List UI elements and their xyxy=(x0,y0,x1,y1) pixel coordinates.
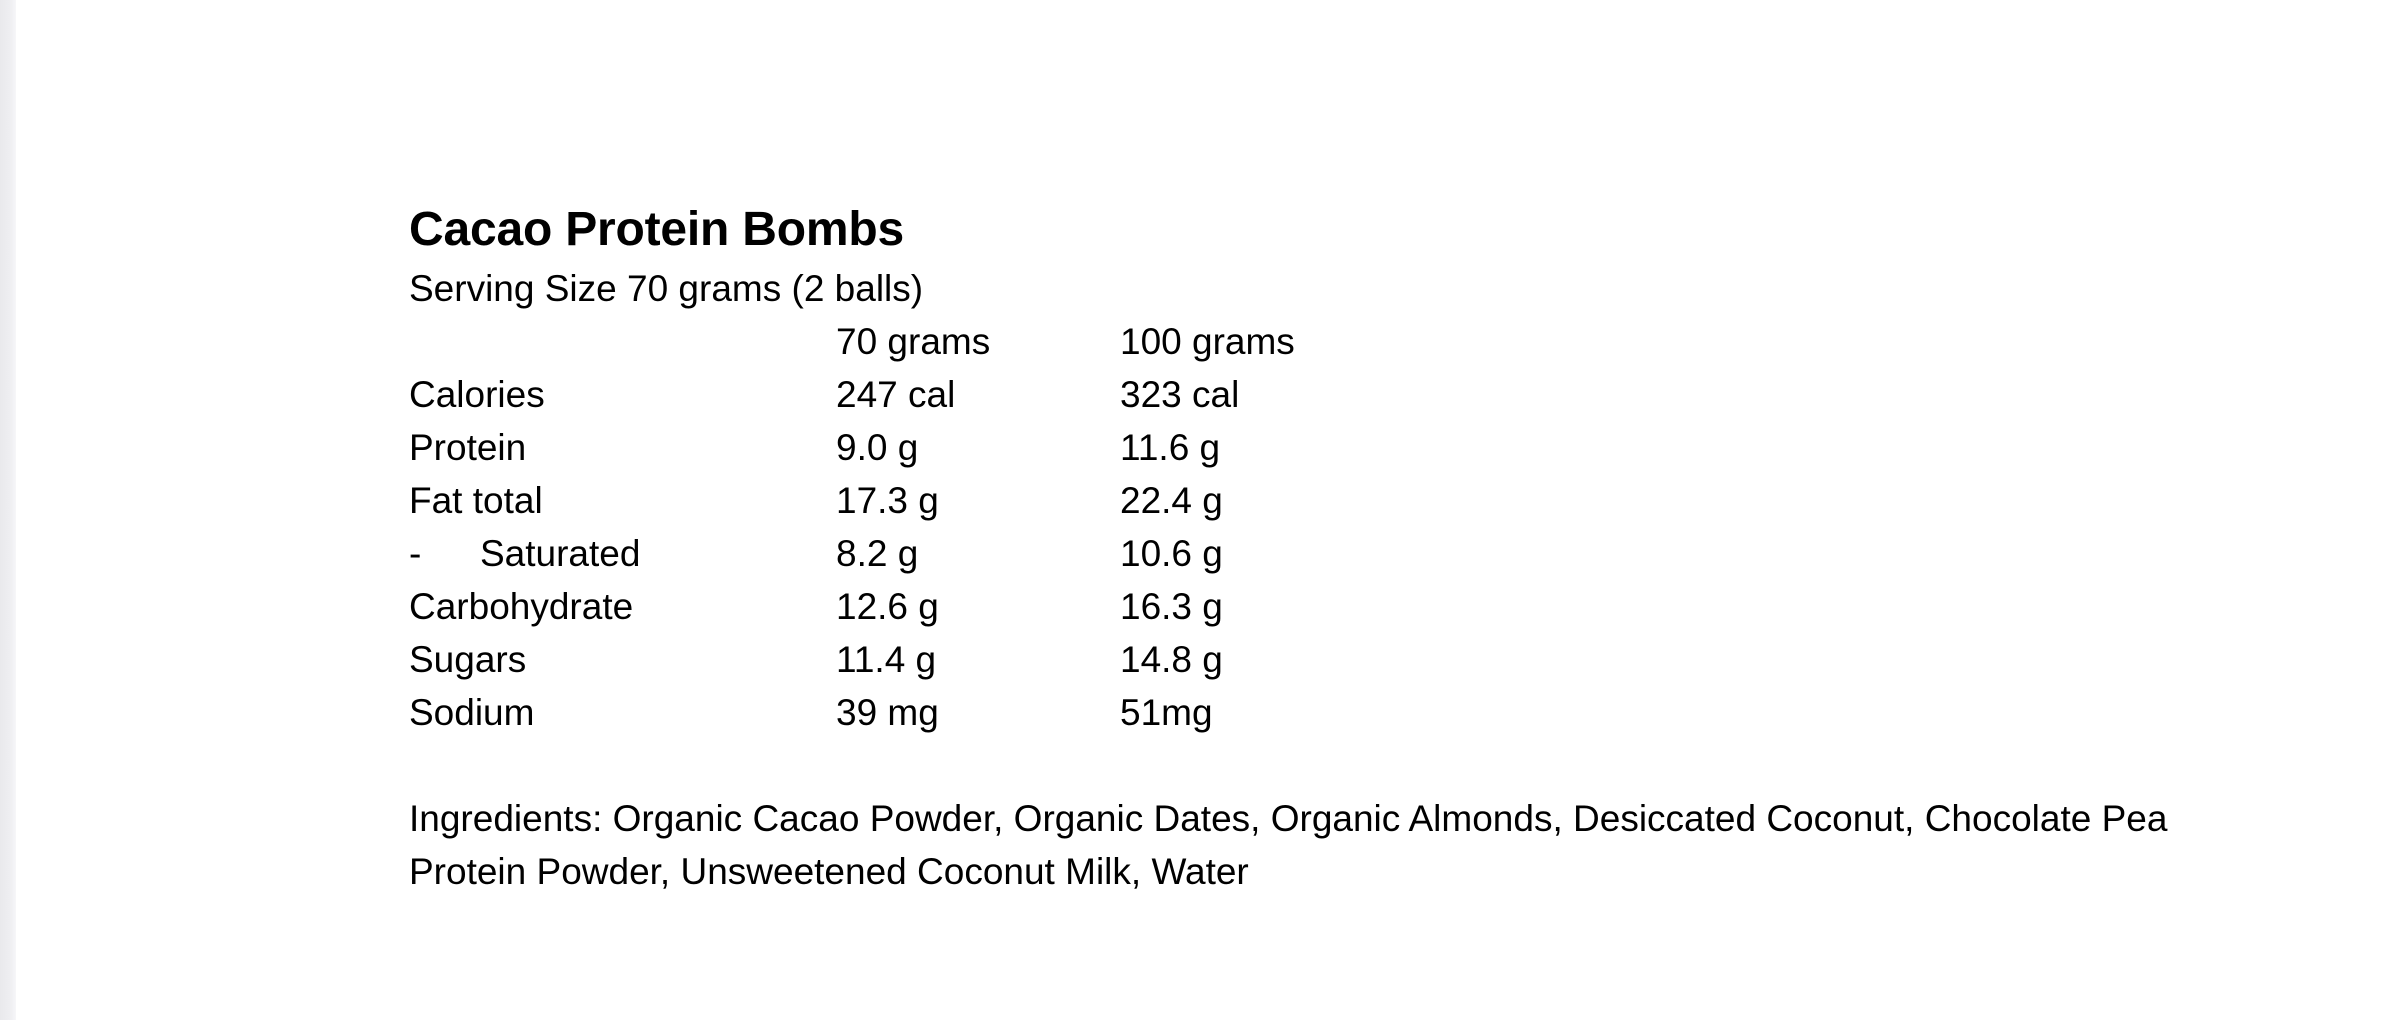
table-row xyxy=(409,421,1420,474)
ingredients-text: Ingredients: Organic Cacao Powder, Organic Dates, Organic Almonds, Desiccated Coconut, Chocolate Pea Protein Powder, Unsweetened Coconut Milk, Water xyxy=(409,798,2168,892)
nutrient-label: Sugars xyxy=(409,639,527,680)
value-100g: 323 cal xyxy=(1120,374,1240,415)
nutrient-label: Sodium xyxy=(409,692,535,733)
value-70g: 247 cal xyxy=(836,374,956,415)
serving-size: Serving Size 70 grams (2 balls) xyxy=(409,268,924,309)
nutrient-label: Protein xyxy=(409,427,527,468)
value-70g: 39 mg xyxy=(836,692,939,733)
window-left-margin xyxy=(0,0,16,1020)
sub-item-dash: - xyxy=(409,533,422,574)
value-70g: 8.2 g xyxy=(836,533,919,574)
table-row xyxy=(409,527,1420,580)
nutrient-sublabel: Saturated xyxy=(480,533,641,574)
nutrient-label-sub xyxy=(409,527,836,580)
value-100g: 16.3 g xyxy=(1120,586,1223,627)
value-100g: 11.6 g xyxy=(1120,427,1221,468)
value-70g: 12.6 g xyxy=(836,586,939,627)
nutrient-label: Carbohydrate xyxy=(409,586,634,627)
document-page xyxy=(16,0,2404,1020)
value-100g: 51mg xyxy=(1120,692,1213,733)
nutrient-label: Calories xyxy=(409,374,545,415)
header-100-grams: 100 grams xyxy=(1120,321,1295,362)
nutrient-label: Fat total xyxy=(409,480,543,521)
value-70g: 9.0 g xyxy=(836,427,919,468)
table-row xyxy=(409,580,1420,633)
table-row xyxy=(409,474,1420,527)
table-row xyxy=(409,633,1420,686)
value-100g: 10.6 g xyxy=(1120,533,1223,574)
table-header-row xyxy=(409,315,1420,368)
value-70g: 11.4 g xyxy=(836,639,937,680)
document-content xyxy=(409,198,2309,898)
value-100g: 14.8 g xyxy=(1120,639,1223,680)
value-100g: 22.4 g xyxy=(1120,480,1223,521)
recipe-title: Cacao Protein Bombs xyxy=(409,203,904,256)
nutrition-table xyxy=(409,315,1420,739)
value-70g: 17.3 g xyxy=(836,480,939,521)
table-row xyxy=(409,686,1420,739)
table-row xyxy=(409,368,1420,421)
header-70-grams: 70 grams xyxy=(836,321,991,362)
header-label xyxy=(409,315,836,368)
